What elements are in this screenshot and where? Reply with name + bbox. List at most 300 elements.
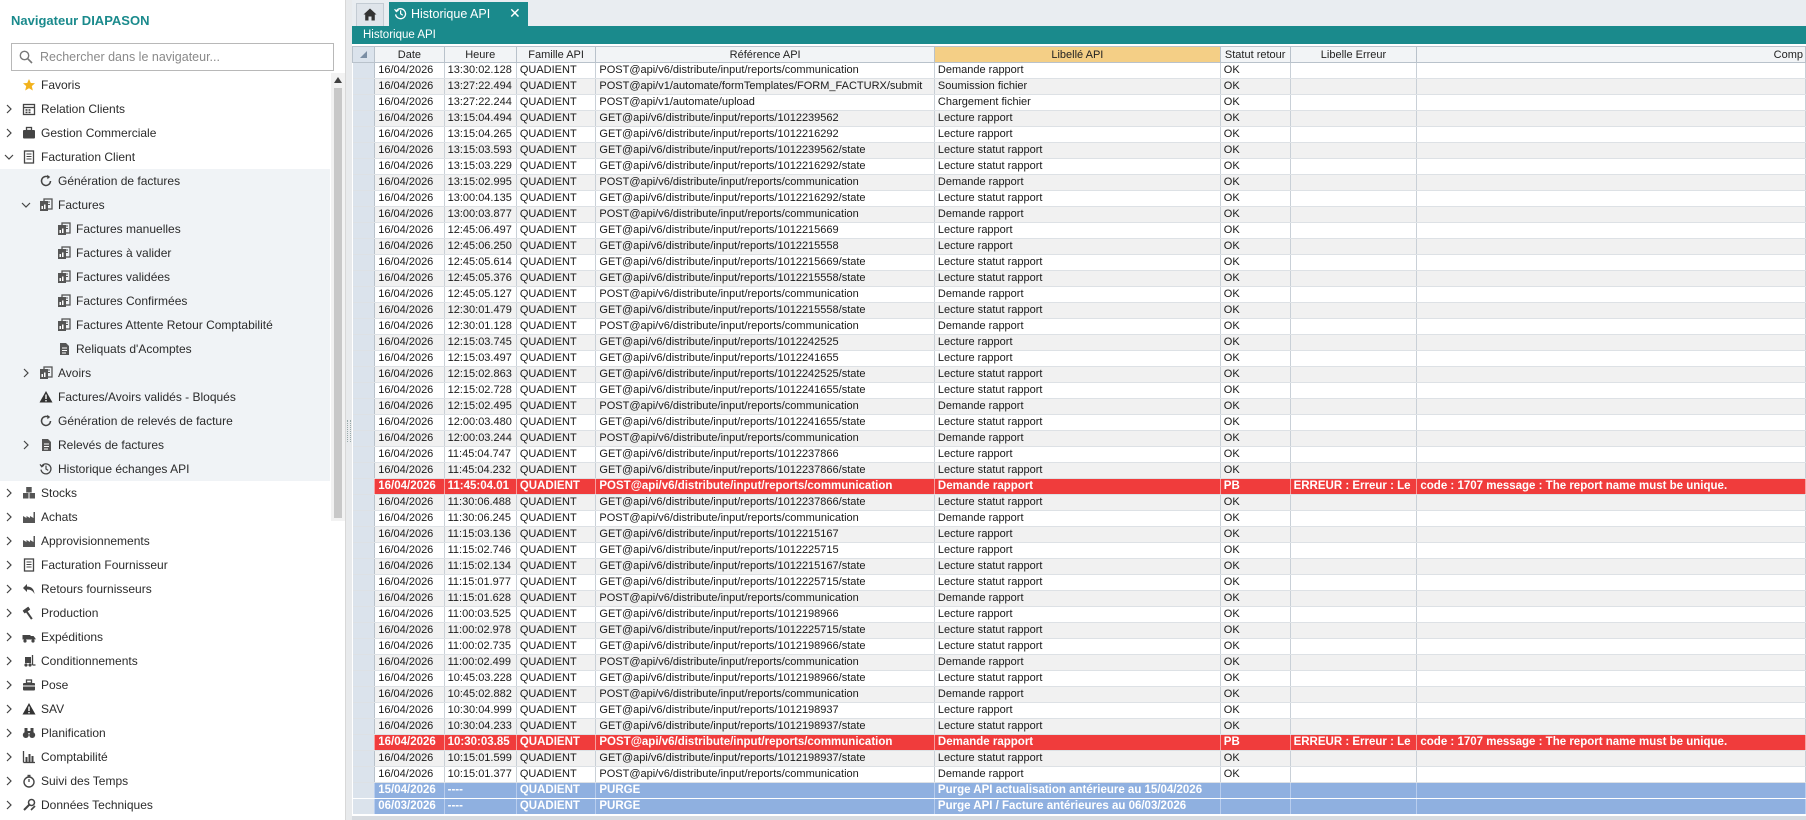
cell-heure[interactable]: 13:30:02.128 xyxy=(444,63,516,79)
cell-famille-api[interactable]: QUADIENT xyxy=(516,399,596,415)
cell-famille-api[interactable]: QUADIENT xyxy=(516,527,596,543)
row-indicator[interactable] xyxy=(353,287,375,303)
row-indicator[interactable] xyxy=(353,655,375,671)
cell-heure[interactable]: 11:00:02.735 xyxy=(444,639,516,655)
cell-libelle-api[interactable]: Demande rapport xyxy=(934,431,1220,447)
chevron-right-icon[interactable] xyxy=(3,649,15,673)
cell-statut-retour[interactable]: OK xyxy=(1220,303,1290,319)
cell-libelle-api[interactable]: Lecture statut rapport xyxy=(934,143,1220,159)
cell-reference-api[interactable]: GET@api/v6/distribute/input/reports/1012237866/state xyxy=(596,463,935,479)
table-row-purge[interactable] xyxy=(353,783,1806,799)
cell-famille-api[interactable]: QUADIENT xyxy=(516,447,596,463)
cell-date[interactable]: 16/04/2026 xyxy=(375,687,444,703)
cell-reference-api[interactable]: POST@api/v6/distribute/input/reports/communication xyxy=(596,319,935,335)
cell-libelle-erreur[interactable] xyxy=(1290,255,1417,271)
cell-date[interactable]: 16/04/2026 xyxy=(375,543,444,559)
cell-heure[interactable]: 12:15:02.863 xyxy=(444,367,516,383)
row-indicator[interactable] xyxy=(353,799,375,815)
cell-reference-api[interactable]: GET@api/v6/distribute/input/reports/1012215558/state xyxy=(596,303,935,319)
cell-heure[interactable]: 12:30:01.479 xyxy=(444,303,516,319)
table-row[interactable] xyxy=(353,223,1806,239)
cell-heure[interactable]: 10:30:03.85 xyxy=(444,735,516,751)
cell-libelle-erreur[interactable] xyxy=(1290,159,1417,175)
cell-famille-api[interactable]: QUADIENT xyxy=(516,671,596,687)
cell-comp[interactable] xyxy=(1417,175,1806,191)
cell-libelle-erreur[interactable] xyxy=(1290,671,1417,687)
chevron-right-icon[interactable] xyxy=(20,433,32,457)
cell-statut-retour[interactable]: OK xyxy=(1220,399,1290,415)
cell-reference-api[interactable]: GET@api/v6/distribute/input/reports/1012241655/state xyxy=(596,415,935,431)
row-indicator[interactable] xyxy=(353,623,375,639)
table-row[interactable] xyxy=(353,303,1806,319)
cell-libelle-erreur[interactable] xyxy=(1290,639,1417,655)
cell-heure[interactable]: 11:15:03.136 xyxy=(444,527,516,543)
cell-heure[interactable]: 11:45:04.01 xyxy=(444,479,516,495)
cell-date[interactable]: 16/04/2026 xyxy=(375,575,444,591)
cell-libelle-api[interactable]: Demande rapport xyxy=(934,655,1220,671)
column-header-statut-retour[interactable]: Statut retour xyxy=(1220,47,1290,63)
cell-famille-api[interactable]: QUADIENT xyxy=(516,719,596,735)
cell-reference-api[interactable]: GET@api/v6/distribute/input/reports/1012215669/state xyxy=(596,255,935,271)
cell-reference-api[interactable]: POST@api/v6/distribute/input/reports/communication xyxy=(596,767,935,783)
cell-heure[interactable]: ---- xyxy=(444,799,516,815)
cell-libelle-api[interactable]: Lecture rapport xyxy=(934,127,1220,143)
row-indicator[interactable] xyxy=(353,143,375,159)
cell-libelle-api[interactable]: Lecture statut rapport xyxy=(934,751,1220,767)
table-row[interactable] xyxy=(353,703,1806,719)
cell-statut-retour[interactable]: OK xyxy=(1220,463,1290,479)
sidebar-item-conditionnements[interactable] xyxy=(0,649,330,673)
cell-famille-api[interactable]: QUADIENT xyxy=(516,143,596,159)
cell-famille-api[interactable]: QUADIENT xyxy=(516,127,596,143)
cell-comp[interactable] xyxy=(1417,671,1806,687)
cell-heure[interactable]: 10:15:01.599 xyxy=(444,751,516,767)
cell-comp[interactable] xyxy=(1417,287,1806,303)
cell-statut-retour[interactable]: OK xyxy=(1220,623,1290,639)
cell-date[interactable]: 16/04/2026 xyxy=(375,447,444,463)
cell-libelle-erreur[interactable] xyxy=(1290,767,1417,783)
cell-date[interactable]: 16/04/2026 xyxy=(375,591,444,607)
cell-date[interactable]: 16/04/2026 xyxy=(375,351,444,367)
cell-comp[interactable] xyxy=(1417,431,1806,447)
cell-reference-api[interactable]: GET@api/v6/distribute/input/reports/1012215558/state xyxy=(596,271,935,287)
table-row[interactable] xyxy=(353,127,1806,143)
sidebar-item-favoris[interactable] xyxy=(0,73,330,97)
cell-comp[interactable] xyxy=(1417,223,1806,239)
column-header-reference-api[interactable]: Référence API xyxy=(596,47,935,63)
cell-date[interactable]: 16/04/2026 xyxy=(375,287,444,303)
cell-statut-retour[interactable]: OK xyxy=(1220,95,1290,111)
cell-statut-retour[interactable]: OK xyxy=(1220,319,1290,335)
table-row[interactable] xyxy=(353,607,1806,623)
cell-libelle-api[interactable]: Lecture statut rapport xyxy=(934,623,1220,639)
sidebar-item-sav[interactable] xyxy=(0,697,330,721)
chevron-down-icon[interactable] xyxy=(3,145,15,169)
row-indicator[interactable] xyxy=(353,111,375,127)
chevron-right-icon[interactable] xyxy=(3,625,15,649)
cell-libelle-erreur[interactable] xyxy=(1290,463,1417,479)
cell-date[interactable]: 16/04/2026 xyxy=(375,479,444,495)
cell-libelle-api[interactable]: Lecture statut rapport xyxy=(934,191,1220,207)
cell-comp[interactable] xyxy=(1417,271,1806,287)
cell-libelle-erreur[interactable] xyxy=(1290,207,1417,223)
sidebar-item-factures[interactable] xyxy=(0,193,330,217)
row-indicator[interactable] xyxy=(353,559,375,575)
cell-date[interactable]: 16/04/2026 xyxy=(375,655,444,671)
sidebar-item-planification[interactable] xyxy=(0,721,330,745)
cell-heure[interactable]: 13:00:04.135 xyxy=(444,191,516,207)
cell-famille-api[interactable]: QUADIENT xyxy=(516,271,596,287)
cell-libelle-api[interactable]: Lecture statut rapport xyxy=(934,463,1220,479)
row-indicator[interactable] xyxy=(353,191,375,207)
row-indicator[interactable] xyxy=(353,639,375,655)
cell-reference-api[interactable]: GET@api/v6/distribute/input/reports/1012239562 xyxy=(596,111,935,127)
table-row[interactable] xyxy=(353,719,1806,735)
cell-famille-api[interactable]: QUADIENT xyxy=(516,591,596,607)
table-row[interactable] xyxy=(353,287,1806,303)
table-row[interactable] xyxy=(353,271,1806,287)
cell-heure[interactable]: 13:27:22.244 xyxy=(444,95,516,111)
chevron-down-icon[interactable] xyxy=(20,193,32,217)
chevron-right-icon[interactable] xyxy=(3,121,15,145)
cell-reference-api[interactable]: POST@api/v1/automate/formTemplates/FORM_FACTURX/submit xyxy=(596,79,935,95)
cell-heure[interactable]: ---- xyxy=(444,783,516,799)
cell-heure[interactable]: 13:15:02.995 xyxy=(444,175,516,191)
cell-reference-api[interactable]: GET@api/v6/distribute/input/reports/1012216292/state xyxy=(596,159,935,175)
cell-libelle-erreur[interactable] xyxy=(1290,63,1417,79)
row-indicator[interactable] xyxy=(353,591,375,607)
cell-famille-api[interactable]: QUADIENT xyxy=(516,191,596,207)
cell-statut-retour[interactable]: OK xyxy=(1220,559,1290,575)
cell-libelle-erreur[interactable] xyxy=(1290,591,1417,607)
cell-date[interactable]: 16/04/2026 xyxy=(375,143,444,159)
cell-date[interactable]: 16/04/2026 xyxy=(375,735,444,751)
cell-heure[interactable]: 10:30:04.999 xyxy=(444,703,516,719)
cell-date[interactable]: 16/04/2026 xyxy=(375,159,444,175)
cell-date[interactable]: 16/04/2026 xyxy=(375,223,444,239)
table-row[interactable] xyxy=(353,447,1806,463)
cell-date[interactable]: 15/04/2026 xyxy=(375,783,444,799)
cell-date[interactable]: 16/04/2026 xyxy=(375,559,444,575)
cell-libelle-api[interactable]: Lecture rapport xyxy=(934,447,1220,463)
table-row[interactable] xyxy=(353,191,1806,207)
cell-reference-api[interactable]: POST@api/v1/automate/upload xyxy=(596,95,935,111)
row-indicator[interactable] xyxy=(353,383,375,399)
cell-famille-api[interactable]: QUADIENT xyxy=(516,303,596,319)
cell-reference-api[interactable]: POST@api/v6/distribute/input/reports/communication xyxy=(596,655,935,671)
cell-famille-api[interactable]: QUADIENT xyxy=(516,95,596,111)
cell-heure[interactable]: 12:00:03.480 xyxy=(444,415,516,431)
cell-comp[interactable] xyxy=(1417,783,1806,799)
cell-statut-retour[interactable]: OK xyxy=(1220,447,1290,463)
cell-statut-retour[interactable]: OK xyxy=(1220,591,1290,607)
table-row[interactable] xyxy=(353,351,1806,367)
table-row[interactable] xyxy=(353,399,1806,415)
cell-date[interactable]: 16/04/2026 xyxy=(375,191,444,207)
cell-reference-api[interactable]: POST@api/v6/distribute/input/reports/communication xyxy=(596,479,935,495)
cell-libelle-erreur[interactable] xyxy=(1290,447,1417,463)
table-row[interactable] xyxy=(353,575,1806,591)
cell-reference-api[interactable]: POST@api/v6/distribute/input/reports/communication xyxy=(596,735,935,751)
cell-libelle-erreur[interactable] xyxy=(1290,399,1417,415)
cell-reference-api[interactable]: GET@api/v6/distribute/input/reports/1012198966/state xyxy=(596,671,935,687)
cell-date[interactable]: 16/04/2026 xyxy=(375,335,444,351)
cell-famille-api[interactable]: QUADIENT xyxy=(516,639,596,655)
table-row[interactable] xyxy=(353,671,1806,687)
table-row[interactable] xyxy=(353,415,1806,431)
column-header-libelle-api[interactable]: Libellé API xyxy=(934,47,1220,63)
cell-comp[interactable] xyxy=(1417,511,1806,527)
row-indicator[interactable] xyxy=(353,735,375,751)
row-indicator[interactable] xyxy=(353,415,375,431)
cell-statut-retour[interactable]: OK xyxy=(1220,255,1290,271)
sidebar-item-factures-a-valider[interactable] xyxy=(0,241,330,265)
row-indicator[interactable] xyxy=(353,79,375,95)
cell-libelle-api[interactable]: Lecture rapport xyxy=(934,351,1220,367)
cell-famille-api[interactable]: QUADIENT xyxy=(516,607,596,623)
tab-home[interactable] xyxy=(356,3,384,26)
row-indicator[interactable] xyxy=(353,703,375,719)
column-header-date[interactable]: Date xyxy=(375,47,444,63)
cell-famille-api[interactable]: QUADIENT xyxy=(516,687,596,703)
cell-date[interactable]: 16/04/2026 xyxy=(375,751,444,767)
row-indicator[interactable] xyxy=(353,671,375,687)
table-row[interactable] xyxy=(353,63,1806,79)
cell-libelle-erreur[interactable] xyxy=(1290,415,1417,431)
cell-libelle-erreur[interactable] xyxy=(1290,95,1417,111)
cell-date[interactable]: 16/04/2026 xyxy=(375,383,444,399)
sidebar-item-approvisionnements[interactable] xyxy=(0,529,330,553)
table-row-purge[interactable] xyxy=(353,799,1806,815)
cell-famille-api[interactable]: QUADIENT xyxy=(516,703,596,719)
cell-date[interactable]: 16/04/2026 xyxy=(375,463,444,479)
cell-libelle-api[interactable]: Demande rapport xyxy=(934,63,1220,79)
cell-comp[interactable] xyxy=(1417,159,1806,175)
cell-statut-retour[interactable]: OK xyxy=(1220,607,1290,623)
cell-libelle-api[interactable]: Soumission fichier xyxy=(934,79,1220,95)
cell-comp[interactable] xyxy=(1417,191,1806,207)
cell-famille-api[interactable]: QUADIENT xyxy=(516,543,596,559)
cell-comp[interactable] xyxy=(1417,799,1806,815)
cell-comp[interactable] xyxy=(1417,639,1806,655)
cell-comp[interactable] xyxy=(1417,111,1806,127)
cell-reference-api[interactable]: GET@api/v6/distribute/input/reports/1012242525 xyxy=(596,335,935,351)
cell-libelle-api[interactable]: Lecture statut rapport xyxy=(934,575,1220,591)
cell-heure[interactable]: 13:15:03.229 xyxy=(444,159,516,175)
sidebar-item-retours-fournisseurs[interactable] xyxy=(0,577,330,601)
table-row[interactable] xyxy=(353,143,1806,159)
cell-statut-retour[interactable]: OK xyxy=(1220,655,1290,671)
cell-date[interactable]: 06/03/2026 xyxy=(375,799,444,815)
row-indicator[interactable] xyxy=(353,479,375,495)
row-indicator[interactable] xyxy=(353,127,375,143)
cell-heure[interactable]: 12:15:02.728 xyxy=(444,383,516,399)
cell-famille-api[interactable]: QUADIENT xyxy=(516,559,596,575)
scrollbar-thumb[interactable] xyxy=(334,88,342,518)
cell-reference-api[interactable]: GET@api/v6/distribute/input/reports/1012198966 xyxy=(596,607,935,623)
horizontal-scrollbar[interactable] xyxy=(352,816,1806,820)
table-row[interactable] xyxy=(353,159,1806,175)
cell-heure[interactable]: 13:27:22.494 xyxy=(444,79,516,95)
cell-libelle-erreur[interactable] xyxy=(1290,335,1417,351)
cell-famille-api[interactable]: QUADIENT xyxy=(516,79,596,95)
cell-famille-api[interactable]: QUADIENT xyxy=(516,223,596,239)
cell-libelle-api[interactable]: Lecture statut rapport xyxy=(934,495,1220,511)
cell-statut-retour[interactable]: OK xyxy=(1220,239,1290,255)
cell-date[interactable]: 16/04/2026 xyxy=(375,431,444,447)
cell-statut-retour[interactable]: OK xyxy=(1220,175,1290,191)
cell-heure[interactable]: 13:15:04.265 xyxy=(444,127,516,143)
cell-libelle-api[interactable]: Lecture statut rapport xyxy=(934,415,1220,431)
cell-heure[interactable]: 11:15:02.134 xyxy=(444,559,516,575)
cell-comp[interactable] xyxy=(1417,575,1806,591)
chevron-right-icon[interactable] xyxy=(3,793,15,817)
cell-heure[interactable]: 11:15:02.746 xyxy=(444,543,516,559)
cell-comp[interactable] xyxy=(1417,303,1806,319)
navigator-scrollbar[interactable] xyxy=(331,73,345,521)
cell-date[interactable]: 16/04/2026 xyxy=(375,271,444,287)
cell-statut-retour[interactable]: OK xyxy=(1220,527,1290,543)
sidebar-item-factures-attente-retour-comptabilite[interactable] xyxy=(0,313,330,337)
cell-libelle-api[interactable]: Lecture rapport xyxy=(934,223,1220,239)
cell-comp[interactable] xyxy=(1417,79,1806,95)
cell-libelle-api[interactable]: Demande rapport xyxy=(934,207,1220,223)
cell-date[interactable]: 16/04/2026 xyxy=(375,303,444,319)
row-indicator[interactable] xyxy=(353,447,375,463)
row-indicator[interactable] xyxy=(353,335,375,351)
cell-libelle-api[interactable]: Demande rapport xyxy=(934,287,1220,303)
column-header-famille-api[interactable]: Famille API xyxy=(516,47,596,63)
cell-statut-retour[interactable]: OK xyxy=(1220,351,1290,367)
cell-statut-retour[interactable]: OK xyxy=(1220,767,1290,783)
cell-reference-api[interactable]: GET@api/v6/distribute/input/reports/1012198937/state xyxy=(596,751,935,767)
cell-statut-retour[interactable] xyxy=(1220,799,1290,815)
cell-date[interactable]: 16/04/2026 xyxy=(375,239,444,255)
cell-date[interactable]: 16/04/2026 xyxy=(375,719,444,735)
cell-comp[interactable] xyxy=(1417,399,1806,415)
cell-comp[interactable] xyxy=(1417,687,1806,703)
row-indicator[interactable] xyxy=(353,463,375,479)
column-header-comp[interactable]: Comp xyxy=(1417,47,1806,63)
sidebar-item-releves-de-factures[interactable] xyxy=(0,433,330,457)
cell-comp[interactable] xyxy=(1417,319,1806,335)
cell-libelle-api[interactable]: Demande rapport xyxy=(934,767,1220,783)
cell-libelle-erreur[interactable] xyxy=(1290,351,1417,367)
sidebar-item-factures-confirmees[interactable] xyxy=(0,289,330,313)
row-indicator[interactable] xyxy=(353,431,375,447)
cell-reference-api[interactable]: POST@api/v6/distribute/input/reports/communication xyxy=(596,207,935,223)
cell-reference-api[interactable]: GET@api/v6/distribute/input/reports/1012216292 xyxy=(596,127,935,143)
table-row[interactable] xyxy=(353,767,1806,783)
cell-statut-retour[interactable]: OK xyxy=(1220,687,1290,703)
cell-reference-api[interactable]: GET@api/v6/distribute/input/reports/1012198937/state xyxy=(596,719,935,735)
cell-date[interactable]: 16/04/2026 xyxy=(375,623,444,639)
cell-heure[interactable]: 13:15:03.593 xyxy=(444,143,516,159)
table-row[interactable] xyxy=(353,383,1806,399)
table-row[interactable] xyxy=(353,431,1806,447)
cell-libelle-erreur[interactable]: ERREUR : Erreur : Le xyxy=(1290,735,1417,751)
table-row[interactable] xyxy=(353,655,1806,671)
cell-date[interactable]: 16/04/2026 xyxy=(375,607,444,623)
cell-libelle-erreur[interactable] xyxy=(1290,527,1417,543)
cell-heure[interactable]: 12:45:05.614 xyxy=(444,255,516,271)
cell-libelle-erreur[interactable] xyxy=(1290,495,1417,511)
row-indicator[interactable] xyxy=(353,511,375,527)
cell-heure[interactable]: 12:15:02.495 xyxy=(444,399,516,415)
column-header-libelle-erreur[interactable]: Libelle Erreur xyxy=(1290,47,1417,63)
cell-date[interactable]: 16/04/2026 xyxy=(375,127,444,143)
cell-comp[interactable] xyxy=(1417,255,1806,271)
table-row[interactable] xyxy=(353,527,1806,543)
cell-reference-api[interactable]: GET@api/v6/distribute/input/reports/1012237866/state xyxy=(596,495,935,511)
cell-libelle-erreur[interactable] xyxy=(1290,287,1417,303)
cell-libelle-api[interactable]: Demande rapport xyxy=(934,319,1220,335)
cell-statut-retour[interactable]: OK xyxy=(1220,367,1290,383)
cell-famille-api[interactable]: QUADIENT xyxy=(516,655,596,671)
cell-heure[interactable]: 11:15:01.628 xyxy=(444,591,516,607)
cell-heure[interactable]: 12:15:03.497 xyxy=(444,351,516,367)
cell-libelle-erreur[interactable] xyxy=(1290,111,1417,127)
navigator-search-box[interactable] xyxy=(11,43,334,71)
cell-date[interactable]: 16/04/2026 xyxy=(375,175,444,191)
cell-libelle-api[interactable]: Demande rapport xyxy=(934,591,1220,607)
cell-heure[interactable]: 10:45:03.228 xyxy=(444,671,516,687)
chevron-right-icon[interactable] xyxy=(3,505,15,529)
cell-heure[interactable]: 11:45:04.747 xyxy=(444,447,516,463)
cell-statut-retour[interactable]: OK xyxy=(1220,143,1290,159)
cell-comp[interactable] xyxy=(1417,335,1806,351)
cell-heure[interactable]: 11:00:02.499 xyxy=(444,655,516,671)
cell-date[interactable]: 16/04/2026 xyxy=(375,63,444,79)
cell-famille-api[interactable]: QUADIENT xyxy=(516,623,596,639)
cell-libelle-erreur[interactable] xyxy=(1290,687,1417,703)
cell-comp[interactable]: code : 1707 message : The report name must be unique. xyxy=(1417,479,1806,495)
cell-reference-api[interactable]: POST@api/v6/distribute/input/reports/communication xyxy=(596,591,935,607)
cell-libelle-erreur[interactable] xyxy=(1290,703,1417,719)
sidebar-item-gestion-commerciale[interactable] xyxy=(0,121,330,145)
cell-comp[interactable] xyxy=(1417,527,1806,543)
cell-comp[interactable] xyxy=(1417,127,1806,143)
sidebar-item-suivi-des-temps[interactable] xyxy=(0,769,330,793)
sidebar-item-factures-validees[interactable] xyxy=(0,265,330,289)
cell-libelle-erreur[interactable] xyxy=(1290,143,1417,159)
cell-libelle-api[interactable]: Lecture statut rapport xyxy=(934,639,1220,655)
cell-reference-api[interactable]: GET@api/v6/distribute/input/reports/1012241655/state xyxy=(596,383,935,399)
table-row[interactable] xyxy=(353,511,1806,527)
chevron-right-icon[interactable] xyxy=(3,577,15,601)
sidebar-item-donnees-techniques[interactable] xyxy=(0,793,330,817)
row-indicator[interactable] xyxy=(353,239,375,255)
cell-heure[interactable]: 12:45:05.376 xyxy=(444,271,516,287)
cell-statut-retour[interactable]: OK xyxy=(1220,287,1290,303)
sidebar-item-achats[interactable] xyxy=(0,505,330,529)
cell-comp[interactable] xyxy=(1417,767,1806,783)
cell-reference-api[interactable]: POST@api/v6/distribute/input/reports/communication xyxy=(596,63,935,79)
row-indicator[interactable] xyxy=(353,543,375,559)
cell-date[interactable]: 16/04/2026 xyxy=(375,255,444,271)
sidebar-item-facturation-fournisseur[interactable] xyxy=(0,553,330,577)
cell-libelle-erreur[interactable] xyxy=(1290,511,1417,527)
cell-reference-api[interactable]: POST@api/v6/distribute/input/reports/communication xyxy=(596,431,935,447)
row-indicator[interactable] xyxy=(353,527,375,543)
cell-reference-api[interactable]: GET@api/v6/distribute/input/reports/1012215167 xyxy=(596,527,935,543)
table-row[interactable] xyxy=(353,751,1806,767)
cell-heure[interactable]: 11:15:01.977 xyxy=(444,575,516,591)
table-row[interactable] xyxy=(353,335,1806,351)
chevron-right-icon[interactable] xyxy=(3,769,15,793)
row-indicator[interactable] xyxy=(353,767,375,783)
row-indicator[interactable] xyxy=(353,271,375,287)
